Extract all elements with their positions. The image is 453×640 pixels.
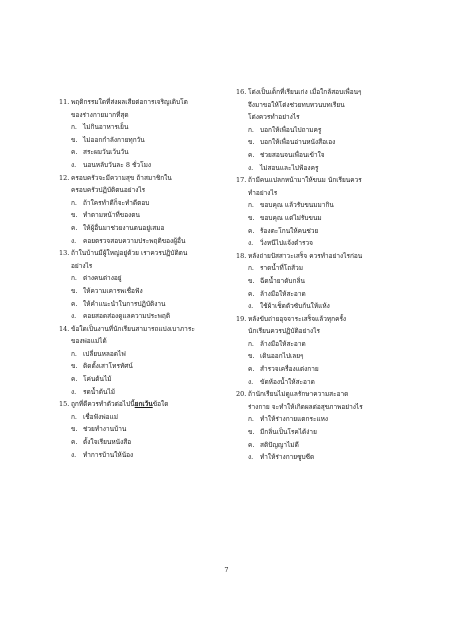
choice-text: ขอบคุณ แต่ไม่รับขนม <box>260 213 322 222</box>
answer-choice <box>236 363 408 376</box>
choice-text: ร้องตะโกนให้คนช่วย <box>260 226 319 235</box>
question-stem <box>59 172 227 185</box>
question-number: 20. <box>236 390 247 399</box>
question-number: 19. <box>236 314 247 323</box>
answer-choice <box>59 298 227 311</box>
choice-label: ก. <box>248 201 255 210</box>
choice-text: ล้างมือให้สะอาด <box>260 339 306 348</box>
choice-label: ข. <box>248 138 255 147</box>
answer-choice <box>236 212 408 225</box>
question-text-part: ข้อใด <box>152 400 169 409</box>
choice-label: ค. <box>248 289 255 298</box>
choice-text: สติปัญญาไม่ดี <box>260 440 299 449</box>
question-stem <box>59 247 227 260</box>
question-text <box>71 398 168 411</box>
choice-text: เปลี่ยนหลอดไฟ <box>83 349 126 358</box>
choice-label: ข. <box>248 276 255 285</box>
choice-text: โค่นต้นไม้ <box>83 375 112 384</box>
question-text: หลังถ่ายปัสสาวะเสร็จ ควรทำอย่างไรก่อน <box>248 251 363 260</box>
choice-label: ง. <box>248 453 254 462</box>
page-number: 7 <box>224 566 229 574</box>
answer-choice <box>59 386 227 399</box>
answer-choice <box>59 159 227 172</box>
answer-choice <box>236 300 408 313</box>
choice-text: บอกให้เพื่อนอ่านหนังสือเอง <box>260 138 336 147</box>
choice-label: ง. <box>248 302 254 311</box>
choice-label: ง. <box>248 163 254 172</box>
choice-label: ข. <box>71 362 78 371</box>
answer-choice <box>59 222 227 235</box>
question-number: 15. <box>59 400 70 409</box>
choice-label: ข. <box>248 352 255 361</box>
choice-label: ก. <box>71 412 78 421</box>
choice-text: ไม่กินอาหารเย็น <box>83 123 129 132</box>
choice-label: ก. <box>248 264 255 273</box>
choice-text: ไม่สอนและไปฟ้องครู <box>260 163 319 172</box>
choice-label: ค. <box>71 375 78 384</box>
choice-text: ต่างคนต่างอยู่ <box>83 274 122 283</box>
answer-choice <box>236 162 408 175</box>
answer-choice <box>59 197 227 210</box>
question-text-continued: ร่างกาย จะทำให้เกิดผลต่อสุขภาพอย่างไร <box>248 402 363 411</box>
choice-text: ติดตั้งเสาโทรทัศน์ <box>83 362 133 371</box>
answer-choice <box>59 272 227 285</box>
question-number: 12. <box>59 173 70 182</box>
question-number: 13. <box>59 249 70 258</box>
answer-choice <box>236 350 408 363</box>
question-stem <box>59 323 227 336</box>
answer-choice <box>59 285 227 298</box>
choice-label: ค. <box>248 440 255 449</box>
question-number: 14. <box>59 324 70 333</box>
choice-text: คอยตรวจสอบความประพฤติของผู้อื่น <box>83 236 186 245</box>
answer-choice <box>236 199 408 212</box>
answer-choice <box>59 235 227 248</box>
choice-text: สระผมวันเว้นวัน <box>83 148 129 157</box>
choice-text: ทำให้ร่างกายซูบซีด <box>260 453 315 462</box>
answer-choice <box>236 275 408 288</box>
question-text-continued: โต่งควรทำอย่างไร <box>248 113 300 122</box>
choice-text: ไม่ออกกำลังกายทุกวัน <box>83 135 145 144</box>
answer-choice <box>59 411 227 424</box>
answer-choice <box>59 348 227 361</box>
answer-choice <box>236 149 408 162</box>
answer-choice <box>236 376 408 389</box>
answer-choice <box>59 146 227 159</box>
answer-choice <box>59 360 227 373</box>
question-text: โต่งเป็นเด็กที่เรียนเก่ง เมื่อใกล้สอบเพื่อนๆ <box>248 88 362 96</box>
choice-text: ช่วยทำงานบ้าน <box>83 425 127 434</box>
choice-label: ง. <box>71 450 77 459</box>
choice-label: ง. <box>71 387 77 396</box>
answer-choice <box>236 451 408 464</box>
question-text: ถ้าในบ้านมีผู้ใหญ่อยู่ด้วย เราควรปฏิบัติตน <box>71 249 188 258</box>
choice-label: ค. <box>248 226 255 235</box>
choice-label: ง. <box>248 239 254 248</box>
choice-text: นอนหลับวันละ 8 ชั่วโมง <box>83 160 152 169</box>
answer-choice <box>236 338 408 351</box>
answer-choice <box>236 225 408 238</box>
choice-text: วิ่งหนีไปแจ้งตำรวจ <box>260 239 313 248</box>
choice-label: ข. <box>71 286 78 295</box>
choice-text: บอกให้เพื่อนไปถามครู <box>260 125 322 134</box>
choice-text: เชื่อฟังพ่อแม่ <box>83 412 118 421</box>
choice-text: ให้คำแนะนำในการปฏิบัติงาน <box>83 299 166 308</box>
choice-text: ช่วยสอนจนเพื่อนเข้าใจ <box>260 150 325 159</box>
left-column <box>59 96 227 461</box>
answer-choice <box>59 373 227 386</box>
choice-label: ก. <box>248 339 255 348</box>
answer-choice <box>236 413 408 426</box>
question-stem <box>236 174 408 187</box>
choice-label: ข. <box>71 211 78 220</box>
choice-label: ค. <box>71 299 78 308</box>
question-stem <box>236 250 408 263</box>
choice-label: ง. <box>71 160 77 169</box>
answer-choice <box>59 121 227 134</box>
choice-text: ตั้งใจเรียนหนังสือ <box>83 438 132 447</box>
answer-choice <box>59 310 227 323</box>
answer-choice <box>59 209 227 222</box>
choice-text: ทำให้ร่างกายแตกระแหง <box>260 415 329 424</box>
choice-label: ค. <box>71 148 78 157</box>
choice-text: ฉีดน้ำยาดับกลิ่น <box>260 276 305 285</box>
question-text: ถ้านักเรียนไม่ดูแลรักษาความสะอาด <box>248 390 349 399</box>
question-text: ถ้ามีคนแปลกหน้ามาให้ขนม นักเรียนควร <box>248 176 362 185</box>
choice-label: ค. <box>71 438 78 447</box>
question-number: 11. <box>59 98 70 106</box>
question-stem <box>236 313 408 326</box>
question-text-continued: ของพ่อแม่ได้ <box>71 337 107 346</box>
choice-label: ข. <box>71 135 78 144</box>
choice-text: ทำตามหน้าที่ของตน <box>83 211 140 220</box>
question-text: ครอบครัวจะมีความสุข ถ้าสมาชิกใน <box>71 173 172 182</box>
question-text: หลังขับถ่ายอุจจาระเสร็จแล้วทุกครั้ง <box>248 314 347 323</box>
question-number: 17. <box>236 176 247 185</box>
choice-label: ค. <box>71 223 78 232</box>
choice-text: คอยสอดส่องดูแลความประพฤติ <box>83 312 171 321</box>
choice-label: ข. <box>248 213 255 222</box>
answer-choice <box>59 436 227 449</box>
choice-label: ก. <box>248 415 255 424</box>
answer-choice <box>236 439 408 452</box>
right-column <box>236 88 408 464</box>
choice-text: ขัดห้องน้ำให้สะอาด <box>260 377 315 386</box>
question-text: ข้อใดเป็นงานที่นักเรียนสามารถแบ่งเบาภาระ <box>71 324 195 333</box>
answer-choice <box>236 124 408 137</box>
question-emphasis: ยกเว้น <box>134 400 153 409</box>
choice-label: ง. <box>71 312 77 321</box>
choice-text: ล้างมือให้สะอาด <box>260 289 306 298</box>
answer-choice <box>59 449 227 462</box>
answer-choice <box>59 423 227 436</box>
choice-label: ง. <box>71 236 77 245</box>
choice-label: ก. <box>71 123 78 132</box>
choice-text: สำรวจเครื่องแต่งกาย <box>260 365 319 374</box>
question-text: พฤติกรรมใดที่ส่งผลเสียต่อการเจริญเติบโต <box>71 98 188 106</box>
answer-choice <box>236 136 408 149</box>
choice-label: ก. <box>248 125 255 134</box>
choice-text: ใช้ผ้าเช็ดตัวซับก้นให้แห้ง <box>260 302 330 311</box>
question-text-continued: อย่างไร <box>71 261 93 270</box>
choice-label: ค. <box>248 365 255 374</box>
answer-choice <box>59 134 227 147</box>
question-stem <box>236 388 408 401</box>
question-number: 18. <box>236 251 247 260</box>
choice-label: ก. <box>71 198 78 207</box>
question-text-continued: นักเรียนควรปฏิบัติอย่างไร <box>248 327 320 336</box>
choice-label: ข. <box>71 425 78 434</box>
answer-choice <box>236 262 408 275</box>
answer-choice <box>236 237 408 250</box>
question-text-continued: ครอบครัวปฏิบัติตนอย่างไร <box>71 186 146 195</box>
choice-label: ก. <box>71 349 78 358</box>
choice-label: ก. <box>71 274 78 283</box>
question-text-continued: ทำอย่างไร <box>248 188 278 197</box>
answer-choice <box>236 288 408 301</box>
choice-label: ง. <box>248 377 254 386</box>
question-text-continued: ของร่างกายมากที่สุด <box>71 110 129 119</box>
choice-text: รดน้ำต้นไม้ <box>83 387 116 396</box>
choice-label: ข. <box>248 428 255 437</box>
question-text-part: ถูกที่ดีควรทำตัวต่อไปนี้ <box>71 400 135 409</box>
choice-text: ให้ผู้อื่นมาช่วยงานตนอยู่เสมอ <box>83 223 165 232</box>
choice-text: ทำการบ้านให้น้อง <box>83 450 134 459</box>
question-stem <box>59 398 227 411</box>
answer-choice <box>236 426 408 439</box>
choice-text: เดินออกไปเลยๆ <box>260 352 304 361</box>
question-text-continued: จึงมาขอให้โต่งช่วยทบทวนบทเรียน <box>248 100 345 109</box>
choice-text: มีกลิ่นเป็นโรคได้ง่าย <box>260 428 317 437</box>
choice-text: ถ้าใครทำดีก็จะทำดีตอบ <box>83 198 150 207</box>
question-stem <box>59 96 227 109</box>
question-stem <box>236 86 408 99</box>
choice-label: ค. <box>248 150 255 159</box>
choice-text: ให้ความเคารพเชื่อฟัง <box>83 286 143 295</box>
question-number: 16. <box>236 88 247 96</box>
choice-text: ขอบคุณ แล้วรับขนมมากิน <box>260 201 334 210</box>
choice-text: ราดน้ำที่โถส้วม <box>260 264 304 273</box>
